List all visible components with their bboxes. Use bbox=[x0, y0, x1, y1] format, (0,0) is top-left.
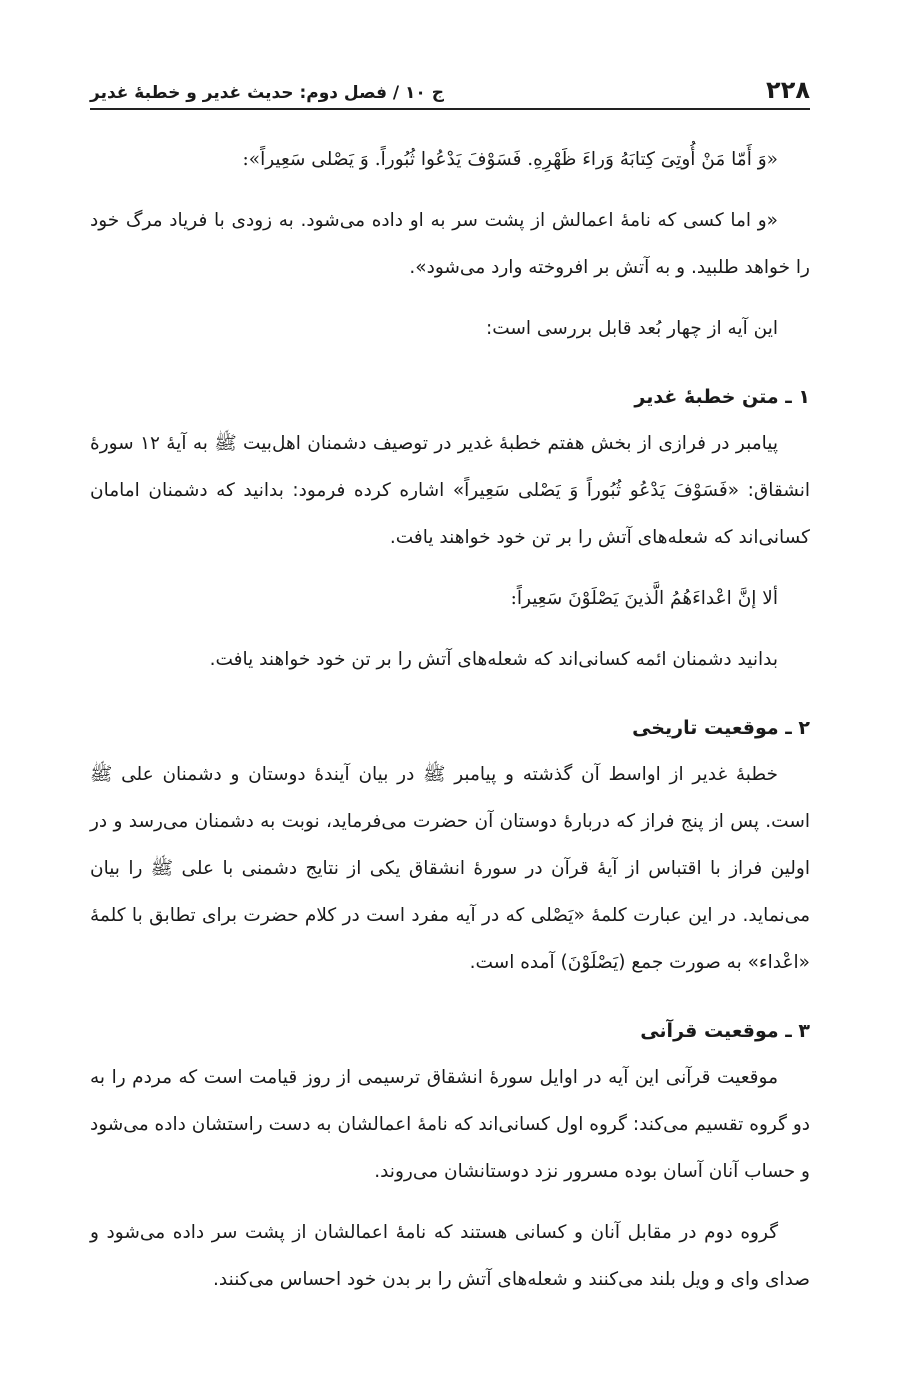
section2-paragraph: خطبهٔ غدیر از اواسط آن گذشته و پیامبر ﷺ در بیان آیندهٔ دوستان و دشمنان علی ﷺ است. پس از پنج فراز که دربارهٔ دوستان آن حضرت می‌فرماید، نوبت به دشمنان می‌رسد و در اولین فراز با اقتباس از آیهٔ قرآن در سورهٔ انشقاق یکی از نتایج دشمنی با علی ﷺ را بیان می‌نماید. در این عبارت کلمهٔ «یَصْلی که در آیه مفرد است در کلام حضرت برای تطابق با کلمهٔ «اعْداء» به صورت جمع (یَصْلَوْنَ) آمده است. bbox=[90, 764, 810, 973]
page-header bbox=[90, 60, 810, 110]
page-body bbox=[90, 136, 810, 1303]
section-heading-2: ۲ ـ موقعیت تاریخی bbox=[632, 717, 810, 739]
section3-paragraph-1: موقعیت قرآنی این آیه در اوایل سورهٔ انشقاق ترسیمی از روز قیامت است که مردم را به دو گروه تقسیم می‌کند: گروه اول کسانی‌اند که نامهٔ اعمالشان به دست راستشان داده می‌شود و حساب آنان آسان بوده مسرور نزد دوستانشان می‌روند. bbox=[90, 1067, 810, 1182]
section3-paragraph-2: گروه دوم در مقابل آنان و کسانی هستند که نامهٔ اعمالشان از پشت سر داده می‌شود و صدای وای و ویل بلند می‌کنند و شعله‌های آتش را بر بدن خود احساس می‌کنند. bbox=[90, 1222, 810, 1290]
page-number: ۲۲۸ bbox=[766, 76, 810, 104]
verse-translation: «و اما کسی که نامهٔ اعمالش از پشت سر به او داده می‌شود. به زودی با فریاد مرگ خود را خواهد طلبید. و به آتش بر افروخته وارد می‌شود». bbox=[90, 210, 810, 278]
section-heading-1: ۱ ـ متن خطبهٔ غدیر bbox=[634, 386, 810, 408]
hadith-quote-translation: بدانید دشمنان ائمه کسانی‌اند که شعله‌های آتش را بر تن خود خواهند یافت. bbox=[209, 649, 778, 670]
section-heading-3: ۳ ـ موقعیت قرآنی bbox=[640, 1020, 810, 1042]
book-page bbox=[90, 60, 810, 1303]
intro-lead: این آیه از چهار بُعد قابل بررسی است: bbox=[485, 318, 778, 339]
hadith-quote: ألا إنَّ اعْداءَهُمُ الَّذینَ یَصْلَوْنَ سَعِیراً: bbox=[510, 588, 778, 609]
running-title: ج ۱۰ / فصل دوم: حدیث غدیر و خطبهٔ غدیر bbox=[90, 83, 444, 103]
verse-text: «وَ أَمّا مَنْ أُوتِیَ کِتابَهُ وَراءَ ظَهْرِهِ. فَسَوْفَ یَدْعُوا ثُبُوراً. وَ یَصْلی سَعِیراً»: bbox=[242, 149, 778, 170]
section1-paragraph: پیامبر در فرازی از بخش هفتم خطبهٔ غدیر در توصیف دشمنان اهل‌بیت ﷺ به آیهٔ ۱۲ سورهٔ انشقاق: «فَسَوْفَ یَدْعُو ثُبُوراً وَ یَصْلی سَعِیراً» اشاره کرده فرمود: بدانید که دشمنان امامان کسانی‌اند که شعله‌های آتش را بر تن خود خواهند یافت. bbox=[90, 433, 810, 548]
